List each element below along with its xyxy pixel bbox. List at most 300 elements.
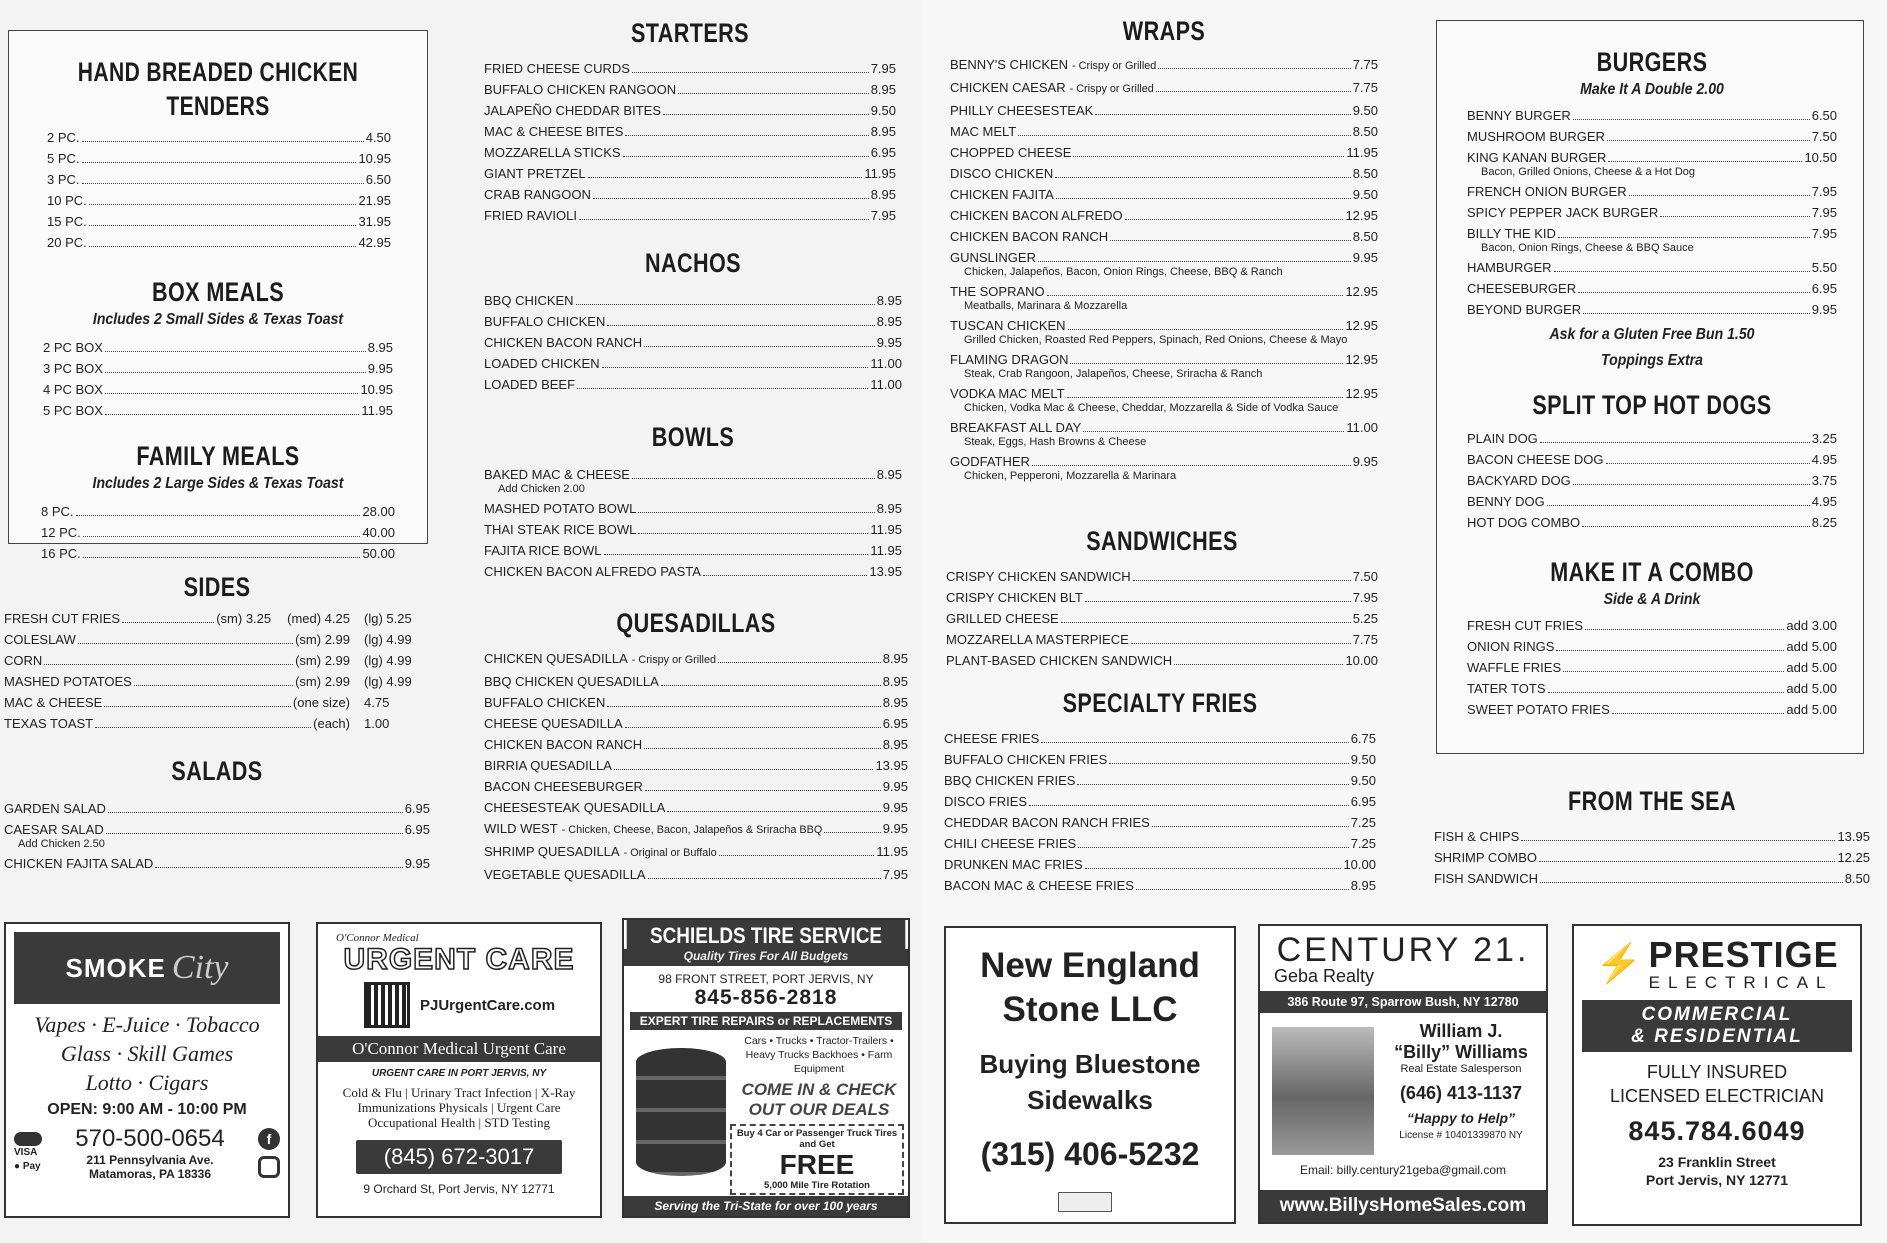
dot-leader <box>155 867 402 868</box>
item-name: CHEESE FRIES <box>944 731 1040 746</box>
item-price: 8.95 <box>882 695 908 710</box>
item-name: DRUNKEN MAC FRIES <box>944 857 1083 872</box>
lightning-icon: ⚡ <box>1595 943 1643 985</box>
item-description: Chicken, Pepperoni, Mozzarella & Marinara <box>964 470 1177 482</box>
item-name: 3 PC BOX <box>43 361 103 376</box>
item-price: 9.50 <box>1352 103 1378 118</box>
menu-item-row <box>484 776 908 797</box>
item-name: FLAMING DRAGON <box>950 352 1069 367</box>
item-price: 6.95 <box>1811 281 1837 296</box>
hot-dogs-list <box>1467 428 1837 533</box>
starters-list <box>484 58 896 226</box>
menu-item-row <box>484 540 902 561</box>
c21-phone: (646) 413-1137 <box>1399 1083 1523 1103</box>
item-price: 4.95 <box>1811 452 1837 467</box>
menu-item-row <box>946 629 1378 650</box>
burgers-title: BURGERS <box>1596 47 1708 77</box>
item-name: CHICKEN BACON ALFREDO <box>950 208 1123 223</box>
item-name: CHICKEN BACON ALFREDO PASTA <box>484 564 701 579</box>
sandwiches-section <box>946 524 1378 671</box>
dot-leader <box>1125 219 1344 220</box>
item-name: BBQ CHICKEN FRIES <box>944 773 1076 788</box>
item-name: TUSCAN CHICKEN <box>950 318 1066 333</box>
dot-leader <box>1573 119 1810 120</box>
smoke-line1: Vapes · E-Juice · Tobacco <box>34 1012 260 1037</box>
dot-leader <box>1085 868 1342 869</box>
facebook-icon: f <box>258 1128 280 1150</box>
item-name: GIANT PRETZEL <box>484 166 586 181</box>
menu-item-row <box>484 290 902 311</box>
dot-leader <box>1578 292 1810 293</box>
item-name: CHICKEN QUESADILLA <box>484 651 628 666</box>
smoke-hours: OPEN: 9:00 AM - 10:00 PM <box>47 1101 247 1118</box>
menu-item-row <box>950 184 1378 205</box>
bbb-badge-icon <box>1058 1192 1112 1212</box>
menu-item-row <box>946 566 1378 587</box>
item-name: TATER TOTS <box>1467 681 1546 696</box>
menu-item-row <box>944 854 1376 875</box>
item-name: HAMBURGER <box>1467 260 1552 275</box>
menu-item-row <box>484 755 908 776</box>
menu-item-row <box>944 749 1376 770</box>
menu-item-row <box>484 79 896 100</box>
item-name: 10 PC. <box>47 193 87 208</box>
ad-smoke-city <box>4 922 290 1218</box>
menu-item-row <box>484 311 902 332</box>
burgers-subtitle: Make It A Double 2.00 <box>1580 81 1724 98</box>
dot-leader <box>678 93 869 94</box>
item-price: 28.00 <box>362 504 395 519</box>
tire-footer: Serving the Tri-State for over 100 years <box>624 1196 908 1216</box>
item-name: WILD WEST <box>484 821 558 836</box>
quesadillas-section <box>484 606 908 885</box>
urgent-tag: URGENT CARE IN PORT JERVIS, NY <box>371 1068 547 1079</box>
item-price: 50.00 <box>362 546 395 561</box>
menu-item-row <box>484 818 908 841</box>
dot-leader <box>1540 882 1843 883</box>
dot-leader <box>105 351 366 352</box>
menu-item-row <box>1467 202 1837 223</box>
box-meals-title: BOX MEALS <box>151 277 284 307</box>
menu-item-row <box>484 374 902 395</box>
c21-motto: “Happy to Help” <box>1406 1110 1516 1126</box>
item-price: 9.50 <box>1350 752 1376 767</box>
bowls-section <box>484 420 902 582</box>
menu-item-row <box>484 353 902 374</box>
item-price: 3.25 <box>1811 431 1837 446</box>
dot-leader <box>588 177 863 178</box>
item-price: add 5.00 <box>1786 681 1837 696</box>
dot-leader <box>1540 442 1810 443</box>
item-name: MAC & CHEESE BITES <box>484 124 624 139</box>
menu-item-row <box>47 127 391 148</box>
urgent-name: O'Connor Medical Urgent Care <box>318 1036 600 1062</box>
item-name: 12 PC. <box>41 525 81 540</box>
dot-leader <box>1156 91 1351 92</box>
item-name: BUFFALO CHICKEN <box>484 695 606 710</box>
dot-leader <box>623 156 869 157</box>
item-description: Bacon, Onion Rings, Cheese & BBQ Sauce <box>1481 242 1694 254</box>
dot-leader <box>1582 526 1810 527</box>
menu-item-row <box>484 58 896 79</box>
item-price-mid: (each) <box>313 716 350 731</box>
item-price-mid: (sm) 2.99 <box>295 632 350 647</box>
item-description: Meatballs, Marinara & Mozzarella <box>964 300 1128 312</box>
item-name: BILLY THE KID <box>1467 226 1556 241</box>
dot-leader <box>1131 643 1351 644</box>
menu-item-row <box>1467 299 1837 320</box>
item-price: 8.95 <box>870 124 896 139</box>
item-name: VODKA MAC MELT <box>950 386 1065 401</box>
item-price: 7.95 <box>870 208 896 223</box>
menu-item-row <box>1434 826 1870 847</box>
item-price: 4.95 <box>1811 494 1837 509</box>
bowls-list <box>484 464 902 582</box>
family-meals-list <box>31 495 405 564</box>
item-price: 9.95 <box>367 361 393 376</box>
combo-title: MAKE IT A COMBO <box>1550 557 1754 587</box>
dot-leader <box>1073 156 1344 157</box>
item-price: 9.95 <box>404 856 430 871</box>
item-price: 9.95 <box>1352 454 1378 469</box>
item-note: - Crispy or Grilled <box>1072 60 1157 72</box>
dot-leader <box>663 114 869 115</box>
item-name: CHICKEN BACON RANCH <box>950 229 1109 244</box>
dot-leader <box>604 554 869 555</box>
apple-pay-text: Pay <box>22 1161 41 1172</box>
item-name: BACON CHEESEBURGER <box>484 779 643 794</box>
item-name: CHOPPED CHEESE <box>950 145 1072 160</box>
item-name: MAC MELT <box>950 124 1017 139</box>
qr-code-icon <box>364 982 410 1028</box>
item-name: JALAPEÑO CHEDDAR BITES <box>484 103 661 118</box>
dot-leader <box>644 346 875 347</box>
family-meals-title: FAMILY MEALS <box>136 441 300 471</box>
item-price: 7.75 <box>1352 632 1378 647</box>
item-name: MUSHROOM BURGER <box>1467 129 1605 144</box>
menu-item-row <box>43 358 393 379</box>
menu-item-row <box>484 692 908 713</box>
item-price: 10.50 <box>1804 150 1837 165</box>
menu-item-row <box>43 379 393 400</box>
item-price: 12.95 <box>1345 284 1378 299</box>
dot-leader <box>1047 295 1344 296</box>
menu-item-row <box>946 608 1378 629</box>
item-price: 8.95 <box>870 187 896 202</box>
item-price: 13.95 <box>875 758 908 773</box>
menu-item-row <box>1467 657 1837 678</box>
prestige-line2: LICENSED ELECTRICIAN <box>1609 1086 1825 1106</box>
menu-item-row <box>1467 428 1837 449</box>
item-name: BBQ CHICKEN QUESADILLA <box>484 674 659 689</box>
item-price: 7.95 <box>1352 590 1378 605</box>
item-price: 6.50 <box>365 172 391 187</box>
menu-item-row <box>1467 105 1837 126</box>
sandwiches-list <box>946 566 1378 671</box>
dot-leader <box>607 325 874 326</box>
menu-item-row <box>484 734 908 755</box>
wraps-list <box>950 54 1378 483</box>
item-name: CHEESEBURGER <box>1467 281 1577 296</box>
item-name: SHRIMP QUESADILLA <box>484 844 620 859</box>
city-brand: City <box>171 949 229 986</box>
menu-item-row <box>41 501 395 522</box>
item-price: 11.00 <box>870 356 902 371</box>
tire-cta: COME IN & CHECK OUT OUR DEALS <box>741 1080 897 1119</box>
dot-leader <box>1109 763 1348 764</box>
apple-pay-label <box>14 1160 42 1174</box>
item-name: GUNSLINGER <box>950 250 1036 265</box>
ad-schields-tire <box>622 918 910 1218</box>
menu-item-row <box>946 650 1378 671</box>
item-price: 7.95 <box>870 61 896 76</box>
item-name: GODFATHER <box>950 454 1030 469</box>
menu-item-row <box>41 543 395 564</box>
stone-name1: New England <box>980 946 1200 985</box>
urgent-script: O'Connor Medical <box>336 932 419 944</box>
tire-deal: Buy 4 Car or Passenger Truck Tires and Get <box>736 1128 898 1150</box>
item-name: 5 PC. <box>47 151 80 166</box>
item-name: BENNY DOG <box>1467 494 1545 509</box>
prestige-line1: FULLY INSURED <box>1646 1062 1788 1082</box>
item-price: 7.25 <box>1350 815 1376 830</box>
dot-leader <box>89 225 357 226</box>
dot-leader <box>82 183 364 184</box>
ad-prestige-electrical <box>1572 924 1862 1226</box>
dot-leader <box>1152 826 1349 827</box>
item-price: 5.25 <box>1352 611 1378 626</box>
item-price: 12.95 <box>1345 208 1378 223</box>
item-price: 9.95 <box>882 779 908 794</box>
specialty-fries-title: SPECIALTY FRIES <box>1062 688 1258 718</box>
toppings-note: Toppings Extra <box>1601 352 1703 369</box>
item-price: 3.75 <box>1811 473 1837 488</box>
item-price: 8.95 <box>882 651 908 666</box>
menu-item-row <box>1467 491 1837 512</box>
salads-title: SALADS <box>171 756 263 786</box>
dot-leader <box>576 304 875 305</box>
menu-item-row <box>1467 126 1837 147</box>
dot-leader <box>1521 840 1835 841</box>
dot-leader <box>1583 313 1810 314</box>
c21-email: Email: billy.century21geba@gmail.com <box>1299 1163 1507 1177</box>
dot-leader <box>82 141 364 142</box>
tenders-box <box>8 30 428 561</box>
dot-leader <box>76 515 361 516</box>
item-price-mid: (sm) 2.99 <box>295 653 350 668</box>
nachos-list <box>484 290 902 395</box>
box-meals-subtitle: Includes 2 Small Sides & Texas Toast <box>92 311 344 328</box>
dot-leader <box>89 204 357 205</box>
item-name: MASHED POTATO BOWL <box>484 501 637 516</box>
item-name: 3 PC. <box>47 172 80 187</box>
item-name: 5 PC BOX <box>43 403 103 418</box>
dot-leader <box>1607 140 1810 141</box>
item-name: BUFFALO CHICKEN <box>484 314 606 329</box>
item-name: GARDEN SALAD <box>4 801 106 816</box>
urgent-url: PJUrgentCare.com <box>420 996 556 1014</box>
menu-item-row <box>944 770 1376 791</box>
item-name: CHICKEN FAJITA SALAD <box>4 856 154 871</box>
ad-new-england-stone <box>944 926 1236 1224</box>
menu-item-row <box>484 332 902 353</box>
dot-leader <box>602 367 869 368</box>
dot-leader <box>1038 261 1351 262</box>
menu-item-row <box>4 692 430 713</box>
dot-leader <box>638 512 874 513</box>
item-price: 9.95 <box>1352 250 1378 265</box>
item-name: THE SOPRANO <box>950 284 1045 299</box>
hot-dogs-title: SPLIT TOP HOT DOGS <box>1532 390 1772 420</box>
dot-leader <box>1029 805 1349 806</box>
menu-item-row <box>484 519 902 540</box>
prestige-addr2: Port Jervis, NY 12771 <box>1645 1172 1789 1188</box>
dot-leader <box>1539 861 1835 862</box>
item-price: 8.50 <box>1352 166 1378 181</box>
menu-item-row <box>484 142 896 163</box>
burgers-box <box>1436 20 1864 754</box>
item-name: BREAKFAST ALL DAY <box>950 420 1082 435</box>
item-price: 8.95 <box>876 501 902 516</box>
item-price: 9.50 <box>1352 187 1378 202</box>
menu-item-row <box>4 629 430 650</box>
specialty-fries-section <box>944 686 1376 896</box>
item-price: add 5.00 <box>1786 660 1837 675</box>
c21-url: www.BillysHomeSales.com <box>1260 1190 1546 1222</box>
item-price: 10.00 <box>1345 653 1378 668</box>
item-price: 9.95 <box>882 821 908 836</box>
item-name: WAFFLE FRIES <box>1467 660 1562 675</box>
item-price: 7.95 <box>1811 226 1837 241</box>
menu-item-row <box>950 226 1378 247</box>
smoke-line2: Glass · Skill Games <box>60 1041 234 1066</box>
item-name: FRESH CUT FRIES <box>4 611 121 626</box>
menu-item-row <box>4 798 430 819</box>
item-name: 2 PC BOX <box>43 340 103 355</box>
item-price: 8.95 <box>876 467 902 482</box>
dot-leader <box>1095 114 1350 115</box>
wraps-title: WRAPS <box>1122 16 1206 46</box>
item-price: 11.95 <box>870 522 902 537</box>
menu-item-row <box>484 648 908 671</box>
ad-urgent-care <box>316 922 602 1218</box>
item-name: LOADED CHICKEN <box>484 356 600 371</box>
dot-leader <box>632 478 875 479</box>
dot-leader <box>1055 177 1350 178</box>
tire-types: Cars • Trucks • Tractor-Trailers • Heavy Trucks Backhoes • Farm Equipment <box>744 1035 894 1075</box>
sea-title: FROM THE SEA <box>1567 786 1736 816</box>
item-name: FRIED CHEESE CURDS <box>484 61 630 76</box>
item-note: - Chicken, Cheese, Bacon, Jalapeños & Sriracha BBQ <box>561 824 823 836</box>
sandwiches-title: SANDWICHES <box>1086 526 1238 556</box>
item-price: 8.95 <box>882 674 908 689</box>
item-name: CHICKEN CAESAR <box>950 80 1066 95</box>
item-price: 5.50 <box>1811 260 1837 275</box>
item-name: BACON CHEESE DOG <box>1467 452 1604 467</box>
tire-phone: 845-856-2818 <box>694 986 838 1009</box>
item-price: 6.95 <box>404 801 430 816</box>
dot-leader <box>1110 240 1351 241</box>
item-price-large: 4.75 <box>364 695 390 710</box>
menu-item-row <box>484 841 908 864</box>
dot-leader <box>824 832 880 833</box>
dot-leader <box>83 557 361 558</box>
item-price: 8.95 <box>882 737 908 752</box>
item-name: CHEDDAR BACON RANCH FRIES <box>944 815 1150 830</box>
menu-item-row <box>950 54 1378 77</box>
box-meals-list <box>31 331 405 421</box>
item-price: 12.95 <box>1345 386 1378 401</box>
dot-leader <box>1548 692 1785 693</box>
item-name: SHRIMP COMBO <box>1434 850 1538 865</box>
menu-item-row <box>484 184 896 205</box>
menu-item-row <box>1467 181 1837 202</box>
tire-free: FREE <box>779 1149 855 1180</box>
menu-item-row <box>1467 470 1837 491</box>
menu-item-row <box>944 812 1376 833</box>
dot-leader <box>95 727 311 728</box>
dot-leader <box>1563 671 1784 672</box>
item-price: add 3.00 <box>1786 618 1837 633</box>
item-price: 11.95 <box>361 403 393 418</box>
item-price: 8.95 <box>876 293 902 308</box>
smoke-phone: 570-500-0654 <box>75 1125 225 1152</box>
dot-leader <box>105 414 359 415</box>
item-price: 10.00 <box>1343 857 1376 872</box>
item-name: CHICKEN BACON RANCH <box>484 335 643 350</box>
menu-item-row <box>484 100 896 121</box>
dot-leader <box>1056 198 1351 199</box>
item-price: 21.95 <box>358 193 391 208</box>
item-price: 6.50 <box>1811 108 1837 123</box>
item-name: FISH & CHIPS <box>1434 829 1520 844</box>
dot-leader <box>1608 161 1802 162</box>
dot-leader <box>614 769 874 770</box>
item-name: FRENCH ONION BURGER <box>1467 184 1627 199</box>
menu-item-row <box>484 713 908 734</box>
menu-item-row <box>950 121 1378 142</box>
menu-item-row <box>1467 257 1837 278</box>
item-price: 13.95 <box>869 564 902 579</box>
salads-section <box>4 754 430 874</box>
c21-agent: William J. <box>1419 1021 1503 1041</box>
menu-item-row <box>944 791 1376 812</box>
dot-leader <box>1158 68 1350 69</box>
item-name: HOT DOG COMBO <box>1467 515 1581 530</box>
item-note: - Crispy or Grilled <box>631 654 716 666</box>
menu-item-row <box>944 833 1376 854</box>
stone-line2: Sidewalks <box>1027 1085 1153 1115</box>
dot-leader <box>644 748 881 749</box>
item-name: BENNY BURGER <box>1467 108 1571 123</box>
combo-list <box>1467 615 1837 720</box>
item-name: COLESLAW <box>4 632 76 647</box>
item-name: CORN <box>4 653 43 668</box>
menu-left-page <box>0 0 922 1243</box>
prestige-sub: ELECTRICAL <box>1648 973 1834 992</box>
item-name: PLANT-BASED CHICKEN SANDWICH <box>946 653 1173 668</box>
item-name: ONION RINGS <box>1467 639 1555 654</box>
tire-sub: Quality Tires For All Budgets <box>624 949 908 966</box>
sides-section <box>4 570 430 734</box>
menu-item-row <box>1467 699 1837 720</box>
dot-leader <box>1554 271 1810 272</box>
prestige-banner1: COMMERCIAL <box>1641 1004 1793 1025</box>
dot-leader <box>1085 601 1351 602</box>
item-price: 7.75 <box>1352 80 1378 95</box>
urgent-title: URGENT CARE <box>343 943 575 976</box>
menu-item-row <box>484 205 896 226</box>
